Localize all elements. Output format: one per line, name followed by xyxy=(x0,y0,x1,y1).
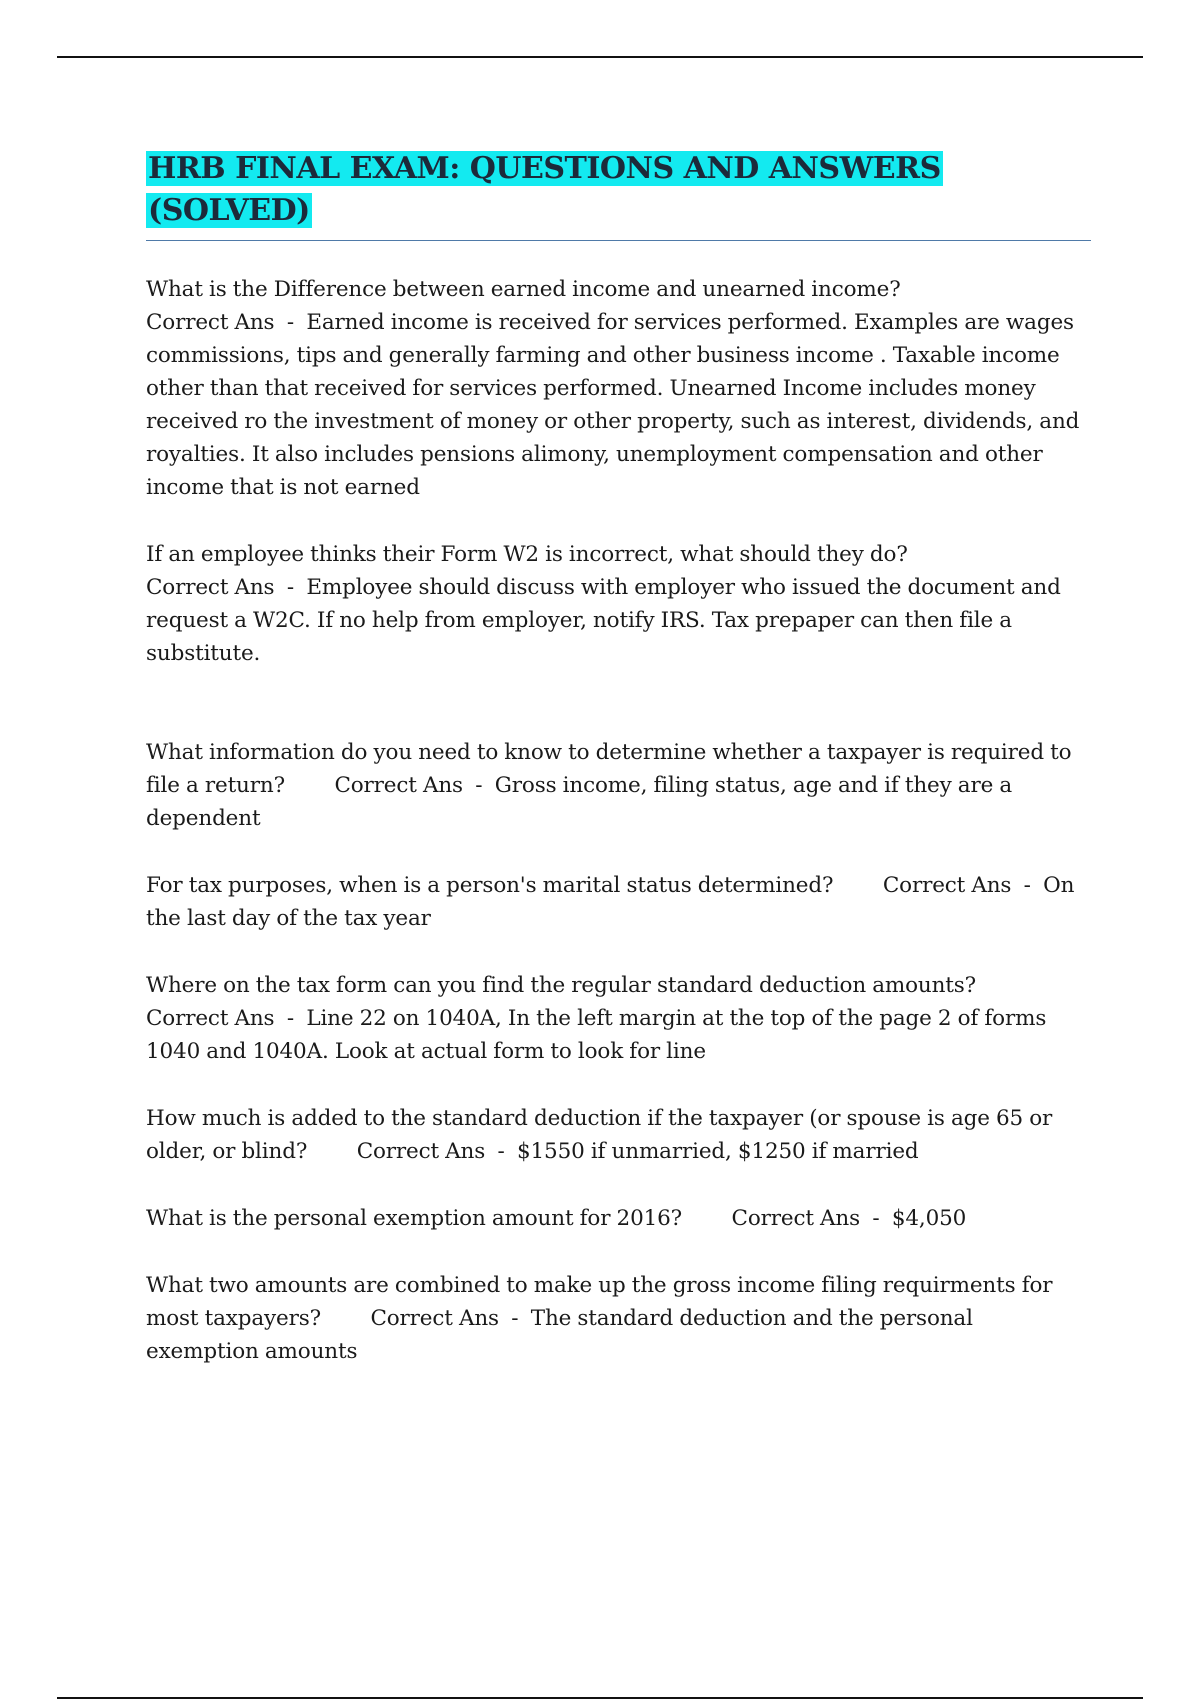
answer-prefix: Correct Ans - xyxy=(146,310,307,335)
question-text: What two amounts are combined to make up the gross income filing requirments for most taxpayers? xyxy=(146,1273,1053,1331)
top-rule xyxy=(57,56,1143,58)
qa-item-5 xyxy=(146,969,1091,1068)
answer-prefix: Correct Ans - xyxy=(146,575,307,600)
question-text: What information do you need to know to determine whether a taxpayer is required to file a return? xyxy=(146,740,1072,798)
question-text: For tax purposes, when is a person's marital status determined? xyxy=(146,873,834,898)
title-block xyxy=(146,148,1091,241)
bottom-rule xyxy=(57,1697,1143,1699)
question-text: What is the Difference between earned income and unearned income? xyxy=(146,277,901,302)
answer-prefix: Correct Ans - xyxy=(370,1306,531,1331)
qa-item-3 xyxy=(146,736,1091,835)
answer-prefix: Correct Ans - xyxy=(334,773,495,798)
answer-text: The standard deduction and the personal exemption amounts xyxy=(146,1306,973,1364)
qa-item-7 xyxy=(146,1202,1091,1235)
qa-item-6 xyxy=(146,1102,1091,1168)
question-text: Where on the tax form can you find the regular standard deduction amounts? xyxy=(146,973,977,998)
qa-item-1 xyxy=(146,273,1091,504)
answer-text: $4,050 xyxy=(891,1206,967,1231)
answer-text: Gross income, filing status, age and if they are a dependent xyxy=(146,773,1012,831)
document-body xyxy=(146,148,1091,1402)
question-text: If an employee thinks their Form W2 is incorrect, what should they do? xyxy=(146,542,908,567)
answer-prefix: Correct Ans - xyxy=(146,1006,307,1031)
document-title xyxy=(146,148,1091,232)
qa-item-2 xyxy=(146,538,1091,670)
question-text: What is the personal exemption amount for 2016? xyxy=(146,1206,683,1231)
question-text: How much is added to the standard deduction if the taxpayer (or spouse is age 65 or older, or blind? xyxy=(146,1106,1053,1164)
answer-text: Line 22 on 1040A, In the left margin at the top of the page 2 of forms 1040 and 1040A. Look at actual form to look for line xyxy=(146,1006,1047,1064)
qa-item-8 xyxy=(146,1269,1091,1368)
title-highlight: HRB FINAL EXAM: QUESTIONS AND ANSWERS (SOLVED) xyxy=(148,151,941,228)
qa-item-4 xyxy=(146,869,1091,935)
answer-text: Earned income is received for services performed. Examples are wages commissions, tips and generally farming and other business income . Taxable income other than that received for services performed. Unearned Income includes money received ro the investment of money or other property, such as interest, dividends, and royalties. It also includes pensions alimony, unemployment compensation and other income that is not earned xyxy=(146,310,1080,500)
answer-text: On the last day of the tax year xyxy=(146,873,1075,931)
answer-prefix: Correct Ans - xyxy=(356,1139,517,1164)
answer-text: $1550 if unmarried, $1250 if married xyxy=(517,1139,919,1164)
answer-text: Employee should discuss with employer who issued the document and request a W2C. If no help from employer, notify IRS. Tax prepaper can then file a substitute. xyxy=(146,575,1061,666)
answer-prefix: Correct Ans - xyxy=(882,873,1044,898)
answer-prefix: Correct Ans - xyxy=(731,1206,892,1231)
